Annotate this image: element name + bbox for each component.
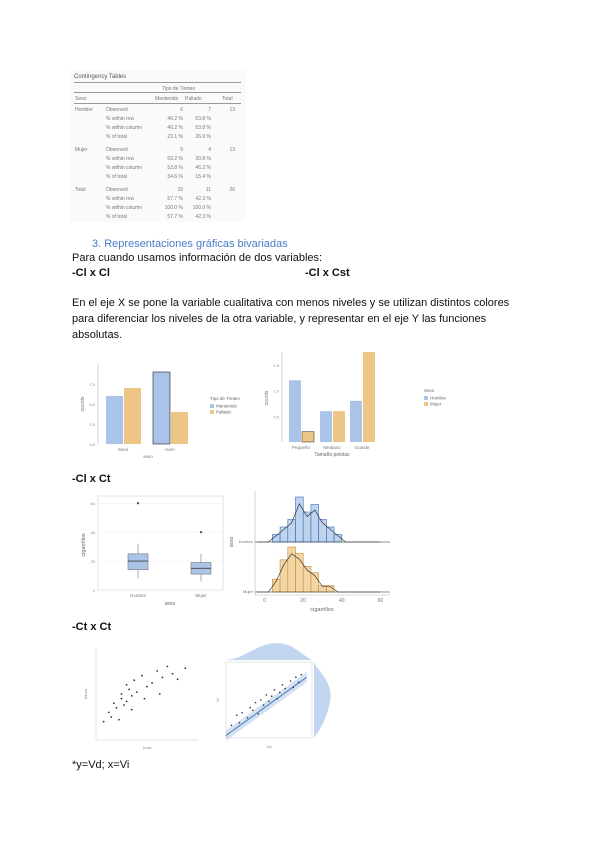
bar: [302, 432, 314, 442]
scatter-point: [128, 689, 130, 691]
scatter-point: [121, 693, 123, 695]
scatter-point: [110, 716, 112, 718]
table-group-label: Total: [75, 187, 86, 193]
table-col-header: Mantenido: [155, 96, 179, 102]
bar: [333, 411, 345, 442]
boxplot-cigarrillos: [78, 490, 228, 612]
table-cell: 30.8 %: [195, 156, 211, 162]
scatter-point: [260, 699, 262, 701]
table-cell: 15: [177, 187, 183, 193]
table-cell: 34.6 %: [167, 174, 183, 180]
table-group-header: Tipo de Tiroteo: [162, 86, 196, 92]
table-row-label: % of total: [106, 134, 127, 140]
scatter-point: [136, 691, 138, 693]
bar-chart-tamano: [262, 350, 462, 468]
table-cell: 42.3 %: [195, 196, 211, 202]
scatter-point: [113, 702, 115, 704]
scatter-point: [257, 713, 259, 715]
y-tick-label: 40: [90, 530, 95, 536]
table-cell: 4: [208, 147, 211, 153]
scatter-point: [298, 681, 300, 683]
table-group-label: Mujer: [75, 147, 88, 153]
y-axis-label: counts: [80, 396, 86, 412]
y-tick-label: 5.0: [89, 402, 95, 407]
contingency-table: [70, 70, 245, 222]
scatter-point: [249, 707, 251, 709]
label-cl-cst: -Cl x Cst: [305, 267, 350, 279]
table-row-label: % within row: [106, 156, 135, 162]
y-tick-label: 0.5: [273, 414, 279, 420]
scatter-point: [159, 693, 161, 695]
table-cell: 100.0 %: [164, 205, 183, 211]
table-cell: 23.1 %: [167, 134, 183, 140]
group-label: Mujer: [242, 589, 253, 594]
scatter-point: [266, 694, 268, 696]
label-ct-ct: -Ct x Ct: [72, 621, 112, 633]
table-rule: [74, 92, 241, 93]
x-tick-label: 20: [300, 598, 306, 604]
table-cell: 15.4 %: [195, 174, 211, 180]
x-tick-label: 60: [377, 598, 384, 604]
table-row-label: % of total: [106, 214, 127, 220]
scatter-marginal-plot: [214, 640, 338, 758]
legend-title: Tipo de Tiroteo: [210, 396, 240, 401]
legend-swatch: [210, 404, 214, 408]
scatter-point: [133, 679, 135, 681]
x-tick-label: Sexo: [117, 447, 129, 452]
scatter-point: [271, 695, 273, 697]
scatter-point: [131, 709, 133, 711]
table-cell: 100.0 %: [192, 205, 211, 211]
table-cell: 57.7 %: [167, 214, 183, 220]
scatter-point: [123, 704, 125, 706]
scatter-point: [252, 709, 254, 711]
table-row-label: Observed: [106, 187, 128, 193]
table-cell: 46.2 %: [167, 125, 183, 131]
bar: [289, 380, 301, 442]
scatter-point: [172, 673, 174, 675]
table-cell: 46.2 %: [167, 116, 183, 122]
x-tick-label: Hombre: [129, 593, 147, 598]
x-tick-label: Pequeño: [291, 445, 311, 450]
scatter-point: [231, 725, 233, 727]
table-row-label: % within row: [106, 116, 135, 122]
table-rule: [74, 103, 241, 104]
table-cell: 11: [205, 187, 211, 193]
x-axis-label: Dura: [142, 745, 152, 750]
table-cell: 9: [180, 147, 183, 153]
scatter-point: [282, 684, 284, 686]
scatter-point: [141, 675, 143, 677]
legend-swatch: [424, 396, 428, 400]
scatter-point: [146, 686, 148, 688]
scatter-point: [108, 712, 110, 714]
scatter-point: [292, 687, 294, 689]
scatter-point: [126, 700, 128, 702]
scatter-point: [118, 719, 120, 721]
bar: [363, 352, 375, 442]
intro-text: Para cuando usamos información de dos variables:: [72, 252, 323, 264]
x-tick-label: Mujer: [195, 593, 207, 598]
scatter-point: [295, 676, 297, 678]
scatter-point: [116, 707, 118, 709]
x-tick-label: 40: [339, 598, 345, 604]
scatter-point: [126, 684, 128, 686]
table-cell: 7: [208, 107, 211, 113]
scatter-point: [156, 670, 158, 672]
scatter-point: [177, 678, 179, 680]
y-tick-label: 7.5: [89, 382, 95, 387]
histogram-cigarrillos: [225, 487, 395, 615]
y-tick-label: 1.5: [273, 362, 279, 368]
outlier-point: [137, 502, 139, 504]
section-heading: 3. Representaciones gráficas bivariadas: [92, 238, 288, 250]
y-axis-label: cigarrillos: [81, 533, 87, 557]
scatter-point: [239, 722, 241, 724]
x-axis-label: Vd: [266, 744, 272, 749]
y-axis-label: Vi: [215, 698, 220, 702]
legend-swatch: [424, 402, 428, 406]
legend-label: Mantenido: [216, 403, 238, 409]
bar: [171, 412, 188, 444]
bar: [106, 396, 123, 444]
table-row-label: % within column: [106, 125, 143, 131]
plot-frame: [98, 496, 223, 590]
table-cell: 57.7 %: [167, 196, 183, 202]
scatter-plot: [82, 644, 202, 754]
table-cell: 13: [229, 147, 235, 153]
explanation-paragraph: En el eje X se pone la variable cualitativa con menos niveles y se utilizan distintos colores para diferenciar los niveles de la otra variable, y representar en el eje Y las funciones absolutas.: [72, 297, 510, 341]
x-tick-label: 0: [263, 598, 267, 604]
table-cell: 69.2 %: [167, 156, 183, 162]
label-cl-cl: -Cl x Cl: [72, 267, 110, 279]
scatter-point: [279, 692, 281, 694]
bar: [124, 388, 141, 444]
x-tick-label: Grande: [354, 445, 370, 450]
scatter-point: [236, 714, 238, 716]
scatter-point: [290, 680, 292, 682]
y-tick-label: 0.0: [89, 442, 95, 447]
legend-swatch: [210, 410, 214, 414]
scatter-point: [274, 689, 276, 691]
legend-label: Hombre: [430, 395, 447, 401]
table-row-label: Observed: [106, 107, 128, 113]
legend-title: Sexo: [424, 388, 435, 393]
table-title: Contingency Tables: [74, 74, 127, 80]
y-axis-label: sexo: [229, 536, 235, 548]
x-axis-label: sexo: [143, 454, 153, 459]
scatter-point: [276, 698, 278, 700]
footnote: *y=Vd; x=Vi: [72, 759, 130, 771]
table-col-header: Sexo: [75, 96, 87, 102]
scatter-point: [255, 702, 257, 704]
x-tick-label: Hom: [165, 447, 175, 452]
table-col-header: Total: [222, 96, 233, 102]
marginal-density-y: [314, 662, 331, 738]
scatter-point: [167, 666, 169, 668]
table-cell: 6: [180, 107, 183, 113]
scatter-point: [161, 677, 163, 679]
y-axis-label: counts: [264, 390, 270, 406]
table-cell: 42.3 %: [195, 214, 211, 220]
x-axis-label: Tamaño pelotas: [314, 452, 350, 458]
bar: [320, 411, 332, 442]
box: [128, 554, 148, 570]
table-cell: 53.8 %: [167, 165, 183, 171]
x-axis-label: cigarrillos: [310, 607, 334, 613]
legend-label: Paliado: [216, 409, 232, 415]
table-group-label: Hombre: [75, 107, 93, 113]
table-row-label: % within column: [106, 205, 143, 211]
scatter-point: [284, 688, 286, 690]
table-rule: [74, 82, 241, 83]
scatter-point: [131, 695, 133, 697]
scatter-point: [151, 682, 153, 684]
y-tick-label: 0: [92, 588, 95, 593]
table-row-label: Observed: [106, 147, 128, 153]
scatter-point: [121, 698, 123, 700]
bar-chart-sexo: [78, 358, 278, 466]
bar: [153, 372, 170, 444]
scatter-point: [247, 717, 249, 719]
scatter-point: [263, 704, 265, 706]
legend-label: Mujer: [430, 401, 442, 407]
table-col-header: Paliado: [185, 96, 202, 102]
y-tick-label: 2.5: [89, 422, 95, 427]
table-cell: 13: [229, 107, 235, 113]
x-tick-label: Mediano: [323, 445, 341, 450]
fit-line: [226, 677, 307, 735]
y-axis-label: Altura: [83, 688, 88, 700]
table-cell: 53.8 %: [195, 116, 211, 122]
scatter-point: [184, 667, 186, 669]
table-cell: 26.9 %: [195, 134, 211, 140]
scatter-point: [103, 721, 105, 723]
table-cell: 26: [229, 187, 235, 193]
scatter-point: [268, 700, 270, 702]
label-cl-ct: -Cl x Ct: [72, 473, 111, 485]
y-tick-label: 1.0: [273, 388, 279, 394]
y-tick-label: 20: [90, 559, 95, 565]
table-cell: 46.2 %: [195, 165, 211, 171]
group-label: Hombre: [238, 539, 253, 544]
table-cell: 53.8 %: [195, 125, 211, 131]
bar: [350, 401, 362, 442]
y-tick-label: 60: [90, 501, 95, 507]
scatter-point: [300, 674, 302, 676]
outlier-point: [200, 531, 202, 533]
table-row-label: % of total: [106, 174, 127, 180]
scatter-point: [144, 698, 146, 700]
x-axis-label: sexo: [164, 601, 176, 607]
scatter-point: [241, 712, 243, 714]
marginal-density-x: [226, 643, 312, 660]
table-row-label: % within column: [106, 165, 143, 171]
table-row-label: % within row: [106, 196, 135, 202]
